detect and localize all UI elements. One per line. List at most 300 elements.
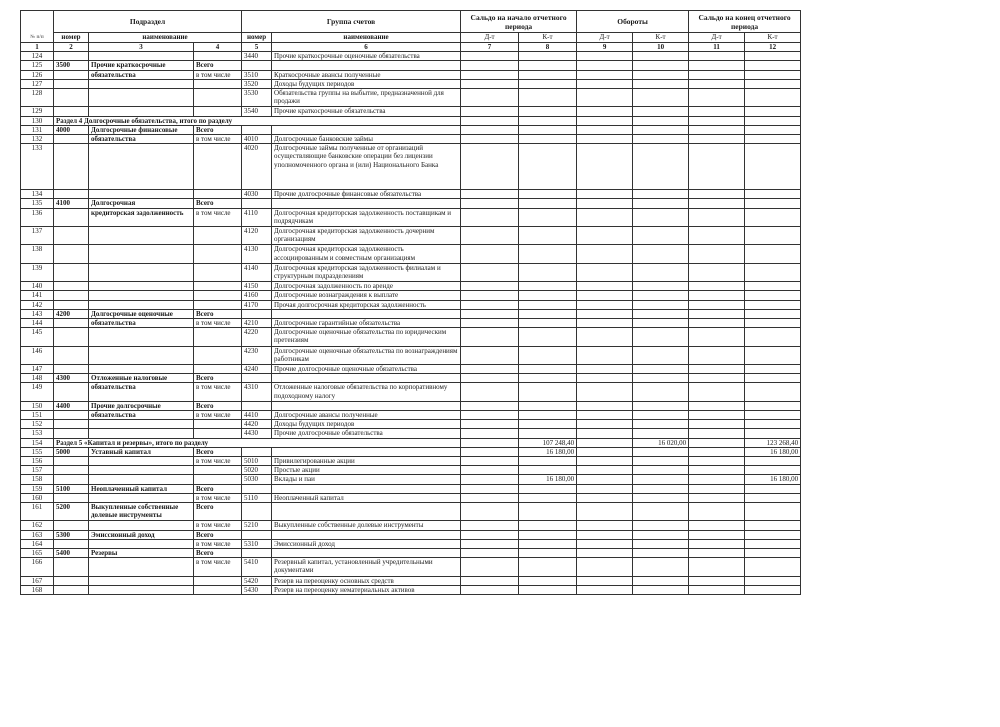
amount-cell <box>461 245 519 263</box>
amount-cell <box>633 576 689 585</box>
subsection-code <box>54 107 89 116</box>
subsection-code <box>54 346 89 364</box>
table-row <box>21 374 801 383</box>
amount-cell <box>689 282 745 291</box>
amount-cell <box>633 245 689 263</box>
table-body <box>21 52 801 595</box>
row-kind <box>194 107 242 116</box>
row-kind <box>194 300 242 309</box>
amount-cell <box>519 300 577 309</box>
subsection-name: обязательства <box>89 70 194 79</box>
subsection-name <box>89 282 194 291</box>
amount-cell <box>745 309 801 318</box>
amount-cell <box>745 135 801 144</box>
account-name: Резерв на переоценку нематериальных активов <box>272 585 461 594</box>
amount-cell <box>577 227 633 245</box>
amount-cell <box>745 374 801 383</box>
amount-cell <box>633 190 689 199</box>
amount-cell <box>577 319 633 328</box>
account-number: 4230 <box>242 346 272 364</box>
row-kind <box>194 346 242 364</box>
account-name: Вклады и паи <box>272 475 461 484</box>
amount-cell <box>689 457 745 466</box>
row-number: 131 <box>21 125 54 134</box>
row-number: 134 <box>21 190 54 199</box>
row-kind <box>194 263 242 281</box>
amount-cell <box>577 144 633 190</box>
account-number: 4220 <box>242 328 272 346</box>
row-number: 165 <box>21 549 54 558</box>
amount-cell <box>461 61 519 70</box>
amount-cell <box>689 410 745 419</box>
subsection-code: 5200 <box>54 503 89 521</box>
amount-cell <box>461 447 519 456</box>
row-number: 148 <box>21 374 54 383</box>
account-number: 4170 <box>242 300 272 309</box>
row-kind: в том числе <box>194 208 242 226</box>
amount-cell <box>519 79 577 88</box>
table-row <box>21 282 801 291</box>
table-row <box>21 410 801 419</box>
table-row <box>21 558 801 576</box>
amount-cell <box>519 549 577 558</box>
amount-cell <box>577 549 633 558</box>
amount-cell <box>461 208 519 226</box>
account-number: 4140 <box>242 263 272 281</box>
amount-cell <box>689 346 745 364</box>
account-number <box>242 374 272 383</box>
account-number <box>242 61 272 70</box>
subsection-code <box>54 144 89 190</box>
amount-cell <box>633 558 689 576</box>
amount-cell <box>689 475 745 484</box>
amount-cell <box>461 438 519 447</box>
turnover-header: Обороты <box>577 11 689 33</box>
kt3-header: К-т <box>745 33 801 43</box>
row-kind <box>194 89 242 107</box>
amount-cell <box>577 493 633 502</box>
table-row <box>21 107 801 116</box>
row-kind <box>194 291 242 300</box>
row-kind: Всего <box>194 199 242 208</box>
amount-cell <box>689 374 745 383</box>
row-kind <box>194 576 242 585</box>
subsection-name <box>89 245 194 263</box>
subsection-name: Долгосрочные оценочные <box>89 309 194 318</box>
subsection-name: Эмиссионный доход <box>89 530 194 539</box>
amount-cell <box>745 364 801 373</box>
account-name <box>272 125 461 134</box>
table-row <box>21 125 801 134</box>
table-row <box>21 52 801 61</box>
table-row <box>21 300 801 309</box>
account-name <box>272 447 461 456</box>
amount-cell <box>577 208 633 226</box>
amount-cell <box>519 61 577 70</box>
row-number: 137 <box>21 227 54 245</box>
amount-cell <box>461 52 519 61</box>
amount-cell <box>633 208 689 226</box>
amount-cell <box>689 89 745 107</box>
amount-cell <box>461 429 519 438</box>
amount-cell <box>577 466 633 475</box>
account-number <box>242 484 272 493</box>
subsection-name: Прочие краткосрочные <box>89 61 194 70</box>
amount-cell <box>633 585 689 594</box>
row-number: 125 <box>21 61 54 70</box>
amount-cell <box>689 107 745 116</box>
podrazdel-header: Подраздел <box>54 11 242 33</box>
amount-cell <box>689 227 745 245</box>
amount-cell <box>633 466 689 475</box>
amount-cell <box>745 52 801 61</box>
row-number: 159 <box>21 484 54 493</box>
amount-cell <box>689 503 745 521</box>
amount-cell <box>461 549 519 558</box>
saldo-end-header: Сальдо на конец отчетного периода <box>689 11 801 33</box>
amount-cell <box>519 503 577 521</box>
row-number: 152 <box>21 420 54 429</box>
amount-cell <box>461 457 519 466</box>
table-row <box>21 429 801 438</box>
subsection-name: кредиторская задолженность <box>89 208 194 226</box>
colnum: 3 <box>89 43 194 52</box>
account-name <box>272 401 461 410</box>
amount-cell <box>689 466 745 475</box>
table-row <box>21 245 801 263</box>
amount-cell <box>745 125 801 134</box>
subsection-name: Отложенные налоговые <box>89 374 194 383</box>
subsection-code <box>54 410 89 419</box>
section-title: Раздел 4 Долгосрочные обязательства, итого по разделу <box>54 116 461 125</box>
table-row <box>21 438 801 447</box>
subsection-name <box>89 493 194 502</box>
amount-cell <box>745 429 801 438</box>
account-name: Резервный капитал, установленный учредительными документами <box>272 558 461 576</box>
table-row <box>21 116 801 125</box>
account-name <box>272 61 461 70</box>
account-name <box>272 374 461 383</box>
account-number: 5210 <box>242 521 272 530</box>
amount-cell <box>461 263 519 281</box>
amount-cell <box>461 401 519 410</box>
subsection-name <box>89 52 194 61</box>
amount-cell: 107 248,40 <box>519 438 577 447</box>
amount-cell <box>633 364 689 373</box>
table-row <box>21 70 801 79</box>
subsection-code <box>54 52 89 61</box>
amount-cell <box>577 89 633 107</box>
balance-sheet <box>20 10 800 595</box>
amount-cell <box>461 364 519 373</box>
amount-cell <box>577 530 633 539</box>
amount-cell <box>633 291 689 300</box>
subsection-code: 4100 <box>54 199 89 208</box>
subsection-code <box>54 420 89 429</box>
amount-cell <box>519 530 577 539</box>
amount-cell <box>461 190 519 199</box>
amount-cell <box>745 319 801 328</box>
row-kind: в том числе <box>194 539 242 548</box>
amount-cell <box>577 263 633 281</box>
table-row <box>21 530 801 539</box>
subsection-name: обязательства <box>89 383 194 401</box>
colnum: 4 <box>194 43 242 52</box>
account-name: Прочие долгосрочные финансовые обязательства <box>272 190 461 199</box>
row-number: 146 <box>21 346 54 364</box>
table-row <box>21 447 801 456</box>
row-kind: Всего <box>194 484 242 493</box>
row-number: 158 <box>21 475 54 484</box>
amount-cell <box>577 282 633 291</box>
subsection-name: обязательства <box>89 319 194 328</box>
colnum: 5 <box>242 43 272 52</box>
trial-balance-table <box>20 10 801 595</box>
amount-cell <box>577 52 633 61</box>
subsection-code <box>54 429 89 438</box>
account-number: 5310 <box>242 539 272 548</box>
amount-cell <box>689 420 745 429</box>
row-kind <box>194 144 242 190</box>
colnum: 8 <box>519 43 577 52</box>
row-number: 153 <box>21 429 54 438</box>
subsection-name <box>89 558 194 576</box>
subsection-name: Резервы <box>89 549 194 558</box>
row-kind: в том числе <box>194 70 242 79</box>
amount-cell <box>519 263 577 281</box>
row-number: 135 <box>21 199 54 208</box>
amount-cell <box>745 282 801 291</box>
colnum: 6 <box>272 43 461 52</box>
amount-cell <box>689 549 745 558</box>
amount-cell <box>577 438 633 447</box>
subsection-name <box>89 457 194 466</box>
row-number: 168 <box>21 585 54 594</box>
amount-cell <box>519 484 577 493</box>
amount-cell <box>577 539 633 548</box>
account-name: Отложенные налоговые обязательства по корпоративному подоходному налогу <box>272 383 461 401</box>
subsection-name <box>89 291 194 300</box>
account-name <box>272 199 461 208</box>
account-name: Долгосрочная кредиторская задолженность филиалам и структурным подразделениям <box>272 263 461 281</box>
subsection-code <box>54 291 89 300</box>
subsection-code <box>54 457 89 466</box>
amount-cell <box>633 530 689 539</box>
amount-cell <box>577 291 633 300</box>
row-kind: Всего <box>194 61 242 70</box>
subsection-code: 3500 <box>54 61 89 70</box>
amount-cell <box>577 475 633 484</box>
amount-cell <box>577 309 633 318</box>
amount-cell <box>633 89 689 107</box>
subsection-code <box>54 493 89 502</box>
account-number: 4310 <box>242 383 272 401</box>
subsection-name: Долгосрочная <box>89 199 194 208</box>
amount-cell <box>577 429 633 438</box>
amount-cell <box>745 263 801 281</box>
amount-cell <box>461 576 519 585</box>
amount-cell <box>745 466 801 475</box>
account-name: Привилегированные акции <box>272 457 461 466</box>
amount-cell <box>633 227 689 245</box>
amount-cell <box>745 539 801 548</box>
subsection-name <box>89 539 194 548</box>
subsection-name <box>89 521 194 530</box>
amount-cell <box>519 457 577 466</box>
colnum: 12 <box>745 43 801 52</box>
table-row <box>21 576 801 585</box>
amount-cell <box>745 457 801 466</box>
table-row <box>21 484 801 493</box>
subsection-name <box>89 364 194 373</box>
account-number: 5410 <box>242 558 272 576</box>
amount-cell <box>461 530 519 539</box>
amount-cell <box>633 549 689 558</box>
table-row <box>21 328 801 346</box>
amount-cell <box>689 135 745 144</box>
row-kind: Всего <box>194 549 242 558</box>
row-number: 130 <box>21 116 54 125</box>
account-number: 4120 <box>242 227 272 245</box>
amount-cell <box>577 420 633 429</box>
account-number: 3440 <box>242 52 272 61</box>
row-number: 155 <box>21 447 54 456</box>
amount-cell <box>745 116 801 125</box>
account-name <box>272 549 461 558</box>
account-name: Резерв на переоценку основных средств <box>272 576 461 585</box>
subsection-code <box>54 576 89 585</box>
amount-cell <box>633 410 689 419</box>
amount-cell <box>461 116 519 125</box>
subsection-code <box>54 475 89 484</box>
amount-cell <box>745 61 801 70</box>
row-kind: в том числе <box>194 135 242 144</box>
row-kind: в том числе <box>194 319 242 328</box>
amount-cell <box>519 70 577 79</box>
amount-cell <box>689 429 745 438</box>
amount-cell <box>519 585 577 594</box>
account-name: Долгосрочные оценочные обязательства по вознаграждениям работникам <box>272 346 461 364</box>
amount-cell <box>577 300 633 309</box>
amount-cell <box>633 125 689 134</box>
amount-cell <box>577 558 633 576</box>
table-row <box>21 549 801 558</box>
amount-cell <box>689 208 745 226</box>
table-row <box>21 420 801 429</box>
amount-cell <box>633 328 689 346</box>
account-number: 4150 <box>242 282 272 291</box>
account-number: 5420 <box>242 576 272 585</box>
amount-cell <box>689 291 745 300</box>
row-kind: в том числе <box>194 521 242 530</box>
corner-header: № п/п <box>21 11 54 43</box>
subsection-name <box>89 576 194 585</box>
amount-cell <box>745 410 801 419</box>
amount-cell <box>577 457 633 466</box>
account-number <box>242 125 272 134</box>
amount-cell <box>577 401 633 410</box>
amount-cell <box>519 429 577 438</box>
subsection-name <box>89 300 194 309</box>
amount-cell <box>461 410 519 419</box>
amount-cell <box>745 144 801 190</box>
subsection-code <box>54 208 89 226</box>
amount-cell <box>745 291 801 300</box>
table-row <box>21 364 801 373</box>
subsection-name <box>89 346 194 364</box>
amount-cell <box>519 576 577 585</box>
group-header: Группа счетов <box>242 11 461 33</box>
amount-cell <box>577 364 633 373</box>
subsection-code <box>54 558 89 576</box>
amount-cell <box>633 346 689 364</box>
amount-cell <box>519 383 577 401</box>
amount-cell <box>633 457 689 466</box>
row-number: 136 <box>21 208 54 226</box>
table-row <box>21 521 801 530</box>
amount-cell <box>461 466 519 475</box>
table-row <box>21 227 801 245</box>
account-number: 4010 <box>242 135 272 144</box>
subsection-code <box>54 227 89 245</box>
amount-cell <box>461 107 519 116</box>
row-kind <box>194 466 242 475</box>
account-number: 3530 <box>242 89 272 107</box>
amount-cell <box>577 135 633 144</box>
subsection-name <box>89 420 194 429</box>
account-name: Долгосрочные займы полученные от организаций осуществляющие банковские операции без лицензии уполномоченного органа и (или) Национального Банка <box>272 144 461 190</box>
account-name: Долгосрочные гарантийные обязательства <box>272 319 461 328</box>
account-name <box>272 309 461 318</box>
amount-cell <box>745 585 801 594</box>
row-kind <box>194 475 242 484</box>
row-number: 143 <box>21 309 54 318</box>
table-row <box>21 79 801 88</box>
row-number: 127 <box>21 79 54 88</box>
amount-cell <box>461 144 519 190</box>
row-number: 151 <box>21 410 54 419</box>
row-kind <box>194 52 242 61</box>
amount-cell <box>745 549 801 558</box>
account-number <box>242 549 272 558</box>
amount-cell <box>633 199 689 208</box>
row-kind <box>194 364 242 373</box>
row-kind <box>194 420 242 429</box>
amount-cell <box>577 585 633 594</box>
amount-cell <box>461 89 519 107</box>
amount-cell <box>689 328 745 346</box>
amount-cell <box>461 585 519 594</box>
amount-cell: 16 180,00 <box>745 447 801 456</box>
amount-cell <box>461 70 519 79</box>
amount-cell <box>633 263 689 281</box>
table-row <box>21 466 801 475</box>
amount-cell <box>461 503 519 521</box>
row-kind: в том числе <box>194 457 242 466</box>
colnum: 10 <box>633 43 689 52</box>
amount-cell <box>577 70 633 79</box>
amount-cell <box>461 420 519 429</box>
account-number: 4110 <box>242 208 272 226</box>
subsection-code <box>54 135 89 144</box>
amount-cell <box>519 52 577 61</box>
row-kind <box>194 227 242 245</box>
table-row <box>21 457 801 466</box>
amount-cell: 16 180,00 <box>519 447 577 456</box>
amount-cell <box>519 227 577 245</box>
subsection-code <box>54 263 89 281</box>
amount-cell <box>461 539 519 548</box>
